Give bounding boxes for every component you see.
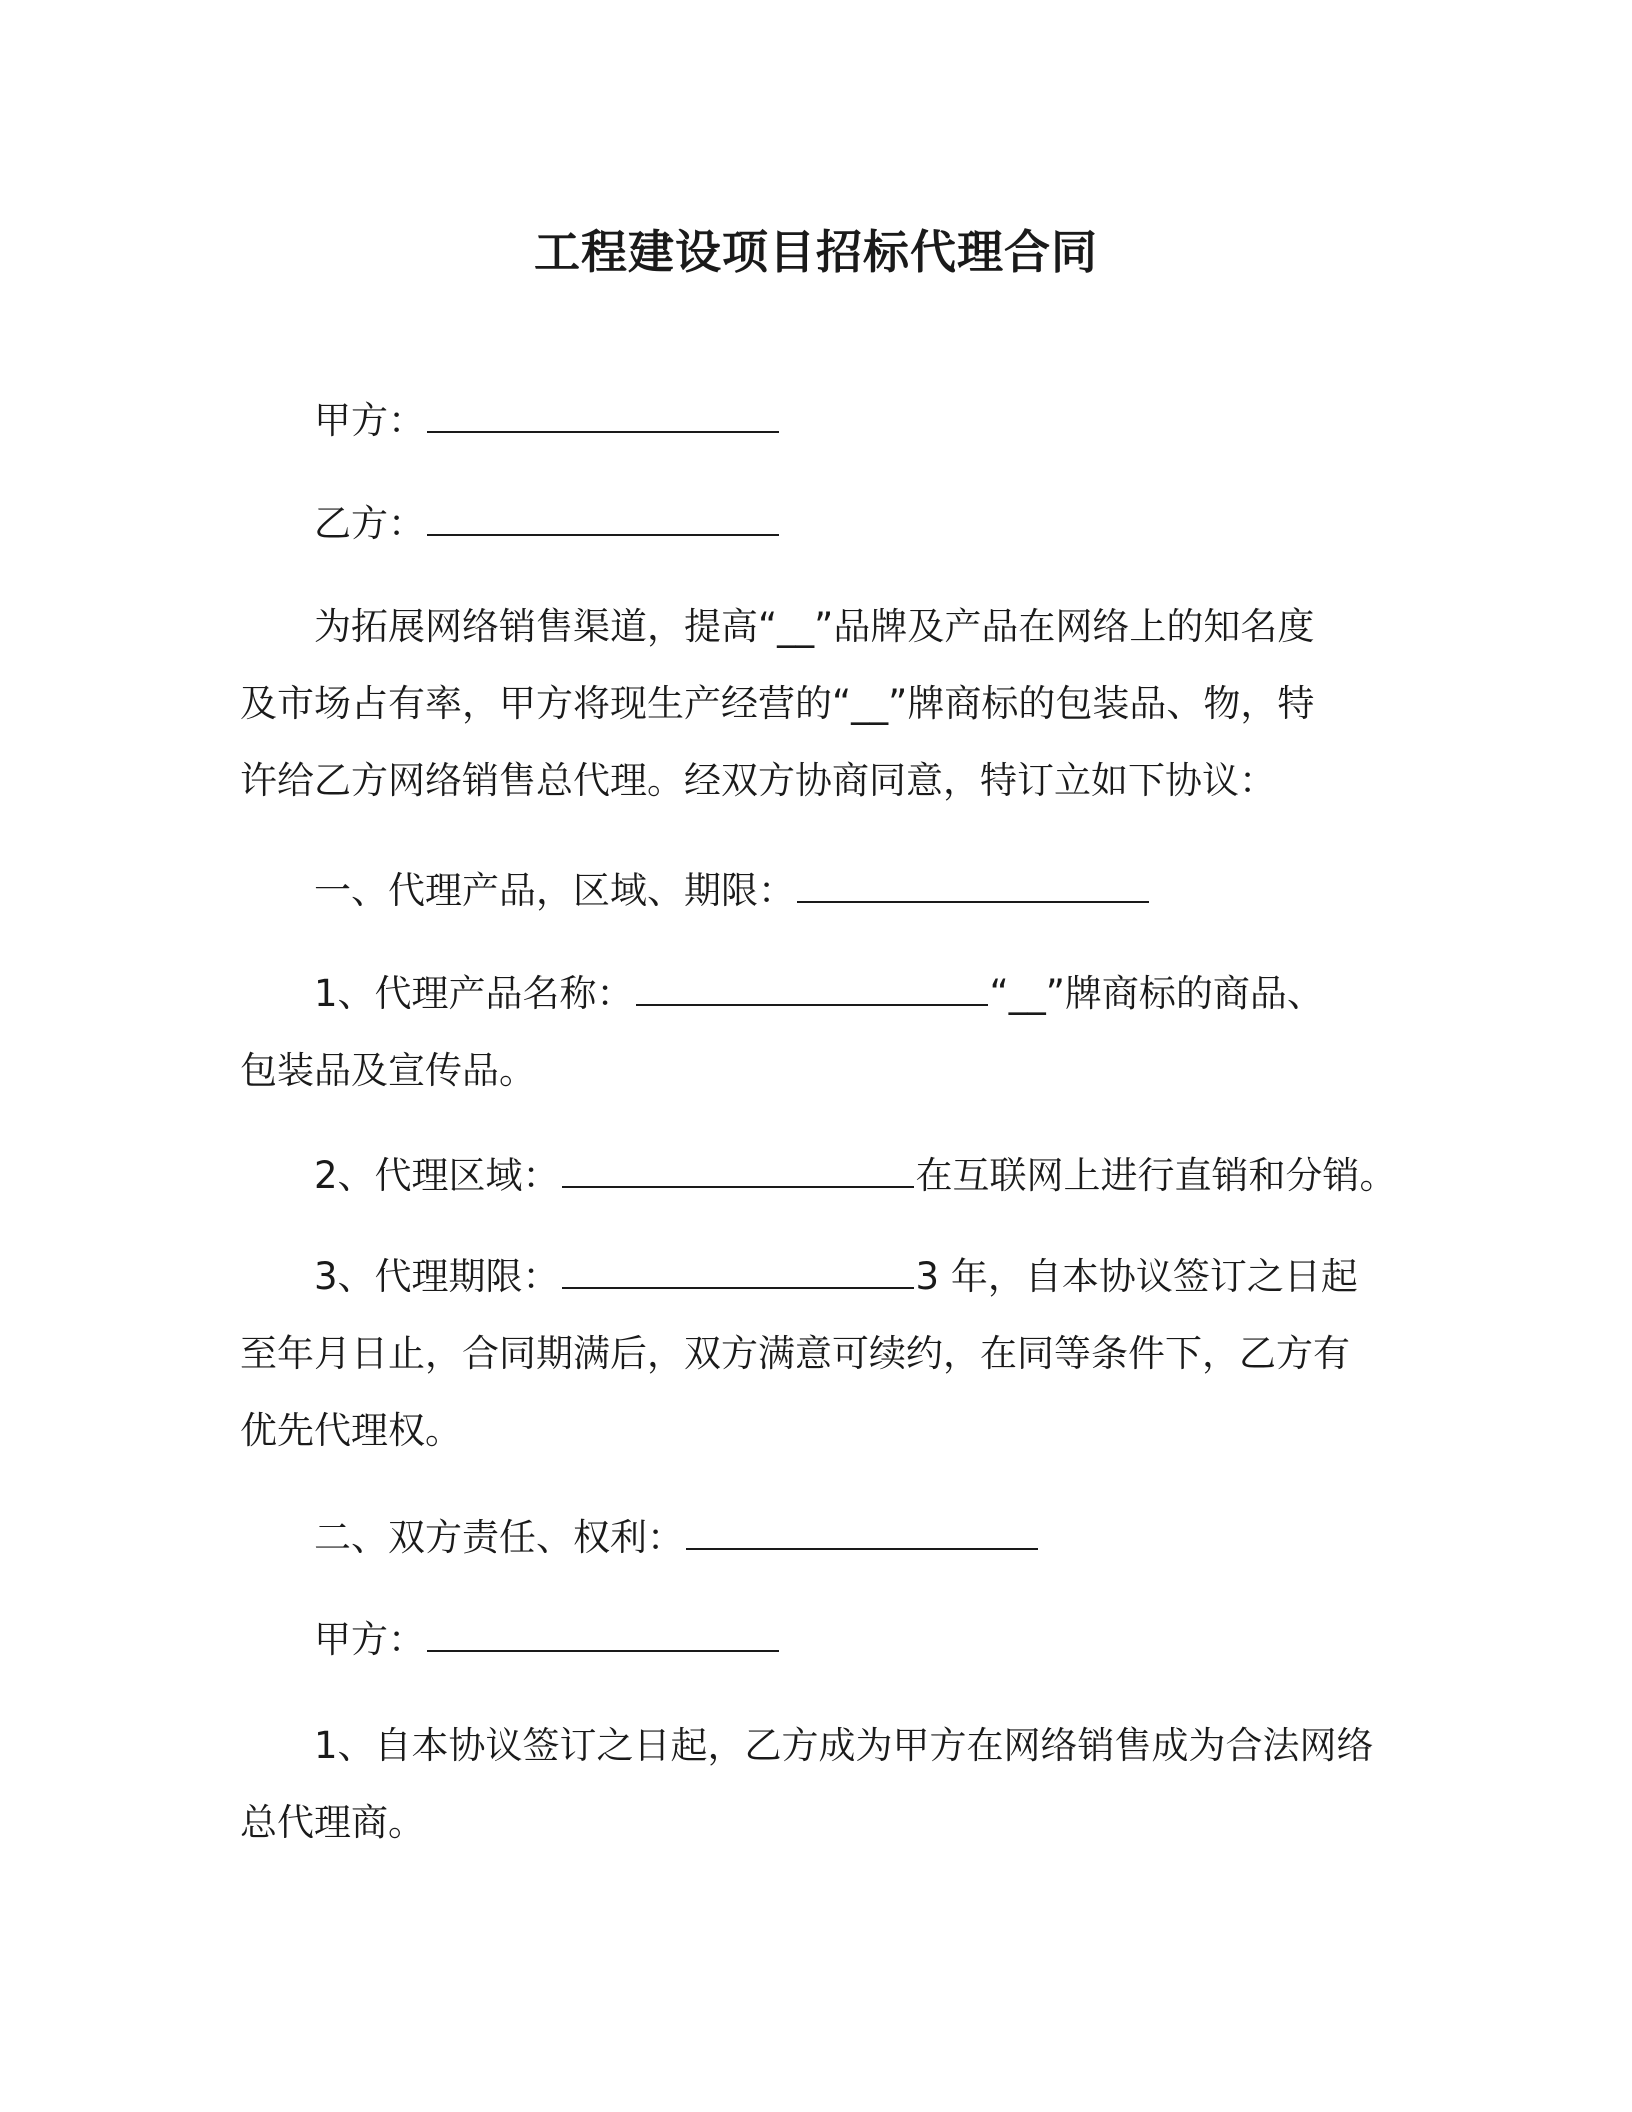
item2-prefix: 2、代理区域： (314, 1154, 560, 1197)
section2-party-a-line (0, 1614, 1632, 1666)
document-title: 工程建设项目招标代理合同 (534, 225, 1098, 279)
section2-item1-line2: 总代理商。 (240, 1801, 425, 1844)
section1-item3-line2: 至年月日止，合同期满后，双方满意可续约，在同等条件下，乙方有 (240, 1332, 1350, 1375)
item2-blank (562, 1156, 914, 1188)
party-b-blank (427, 504, 779, 536)
party-b-line (0, 498, 1632, 550)
party-a-line (0, 395, 1632, 447)
section1-heading-blank (797, 871, 1149, 903)
section1-heading-text: 一、代理产品，区域、期限： (314, 869, 795, 912)
item3-prefix: 3、代理期限： (314, 1255, 560, 1298)
section1-item2 (0, 1150, 1632, 1202)
party-b-label: 乙方： (314, 502, 425, 545)
item3-blank (562, 1257, 914, 1289)
section2-heading (0, 1512, 1632, 1564)
section1-item3 (0, 1251, 1632, 1303)
item1-blank (636, 974, 988, 1006)
section1-item1-line2: 包装品及宣传品。 (240, 1049, 536, 1092)
item3-suffix: 3 年，自本协议签订之日起 (915, 1255, 1358, 1298)
party-a-label: 甲方： (314, 399, 425, 442)
item1-prefix: 1、代理产品名称： (314, 972, 634, 1015)
section1-item1 (0, 968, 1632, 1020)
section1-heading (0, 865, 1632, 917)
party-a-blank (427, 401, 779, 433)
section2-party-a-label: 甲方： (314, 1618, 425, 1661)
intro-line-1: 为拓展网络销售渠道，提高“__”品牌及产品在网络上的知名度 (314, 605, 1315, 648)
section2-item1-line1: 1、自本协议签订之日起，乙方成为甲方在网络销售成为合法网络 (314, 1724, 1374, 1767)
section1-item3-line3: 优先代理权。 (240, 1409, 462, 1452)
section2-heading-blank (686, 1518, 1038, 1550)
section2-party-a-blank (427, 1620, 779, 1652)
item2-suffix: 在互联网上进行直销和分销。 (915, 1154, 1397, 1197)
section2-heading-text: 二、双方责任、权利： (314, 1516, 684, 1559)
item1-suffix: “__”牌商标的商品、 (989, 972, 1324, 1015)
intro-line-3: 许给乙方网络销售总代理。经双方协商同意，特订立如下协议： (240, 759, 1276, 802)
intro-line-2: 及市场占有率，甲方将现生产经营的“__”牌商标的包装品、物，特 (240, 682, 1315, 725)
